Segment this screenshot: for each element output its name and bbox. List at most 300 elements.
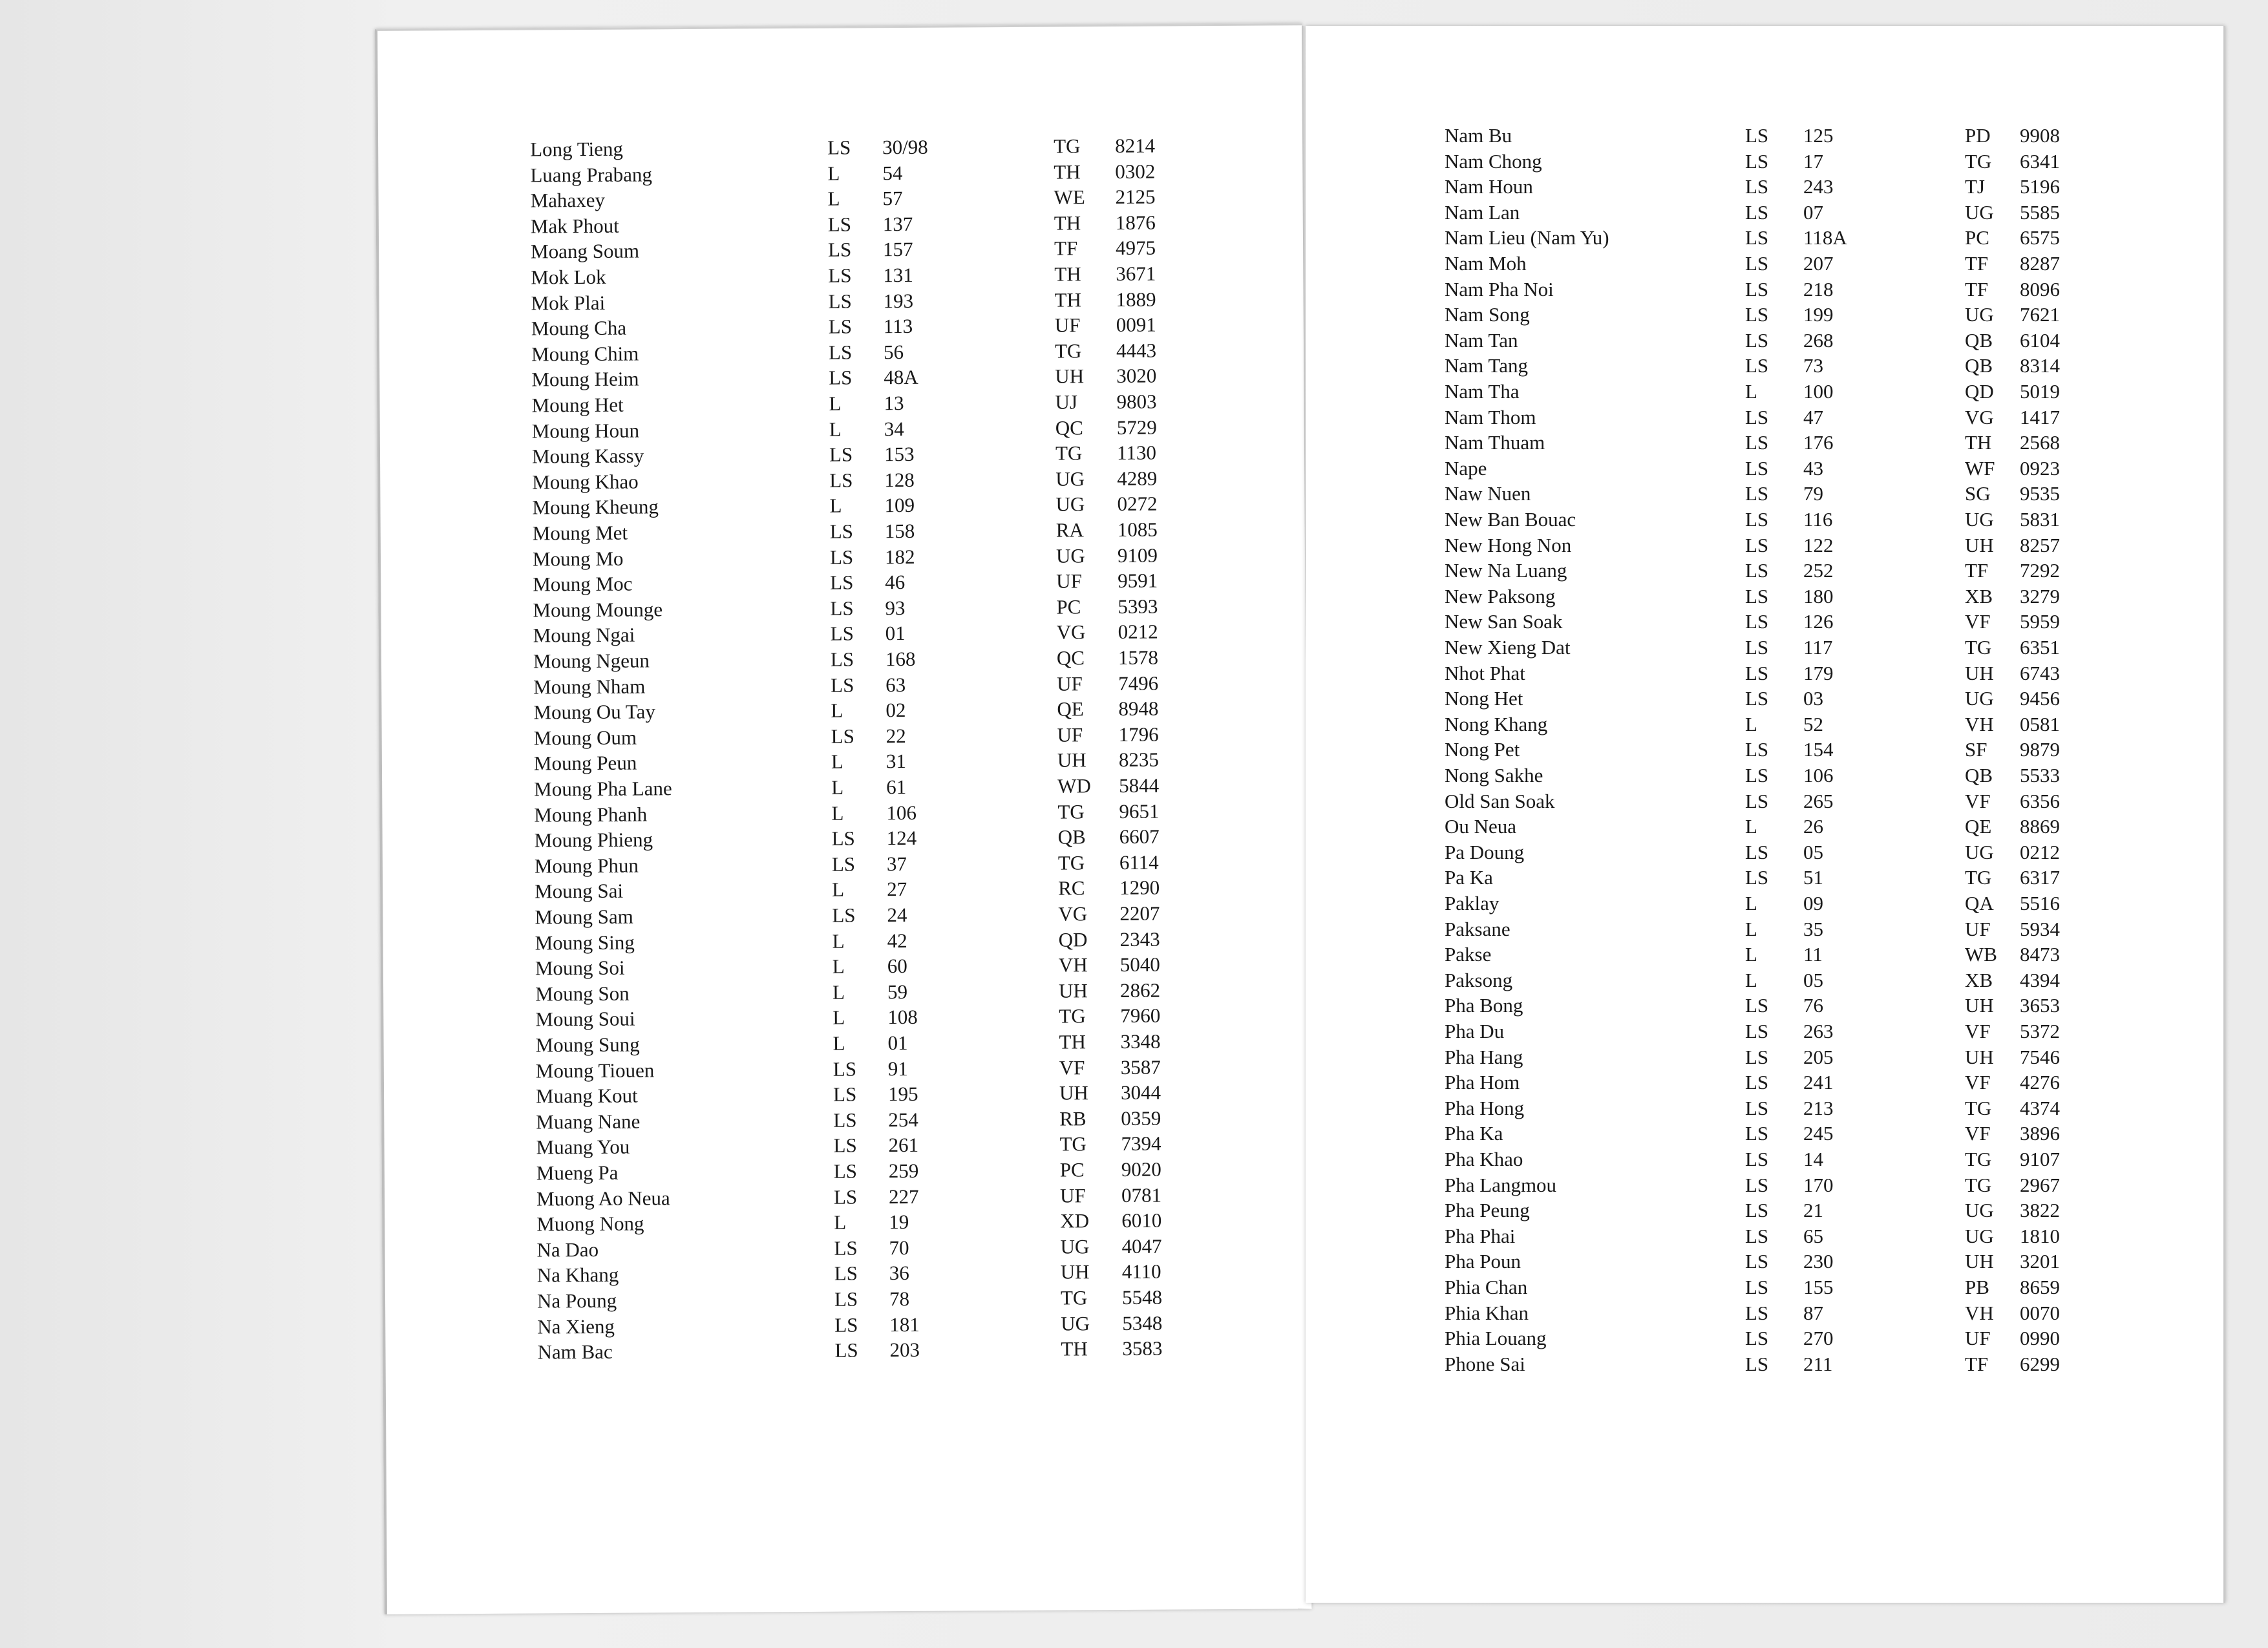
grid-coordinate: 4289 bbox=[1117, 467, 1158, 490]
grid-coordinate: 8235 bbox=[1118, 748, 1160, 772]
table-row bbox=[1306, 840, 2223, 865]
place-name: Moung Houn bbox=[531, 419, 640, 443]
grid-coordinate: 6299 bbox=[2020, 1352, 2060, 1375]
grid-zone: QB bbox=[1965, 354, 1993, 377]
grid-zone: TF bbox=[1965, 277, 1989, 301]
table-row bbox=[1306, 1019, 2223, 1044]
grid-coordinate: 0923 bbox=[2020, 456, 2060, 480]
table-row bbox=[1306, 686, 2223, 712]
grid-coordinate: 0212 bbox=[1118, 620, 1158, 644]
site-number: 91 bbox=[887, 1057, 908, 1080]
site-type: LS bbox=[1745, 508, 1769, 531]
grid-coordinate: 3279 bbox=[2020, 584, 2060, 607]
grid-zone: QB bbox=[1057, 825, 1086, 849]
site-number: 36 bbox=[889, 1262, 909, 1285]
grid-coordinate: 9109 bbox=[1117, 544, 1158, 567]
site-type: LS bbox=[1745, 1276, 1769, 1298]
grid-zone: TG bbox=[1965, 636, 1992, 659]
site-type: LS bbox=[1745, 1250, 1769, 1273]
table-row bbox=[1306, 558, 2223, 584]
grid-zone: TG bbox=[1965, 866, 1992, 889]
grid-zone: TF bbox=[1965, 1352, 1989, 1375]
grid-zone: SG bbox=[1965, 482, 1991, 505]
site-number: 26 bbox=[1803, 815, 1823, 838]
site-type: LS bbox=[832, 903, 856, 927]
site-number: 51 bbox=[1803, 866, 1823, 889]
site-number: 176 bbox=[1803, 431, 1834, 454]
table-row bbox=[1306, 533, 2223, 558]
grid-zone: TG bbox=[1965, 149, 1992, 173]
grid-zone: TG bbox=[1060, 1286, 1088, 1309]
grid-zone: UF bbox=[1059, 1183, 1086, 1207]
site-number: 01 bbox=[887, 1031, 908, 1055]
site-type: L bbox=[831, 776, 844, 799]
table-row bbox=[1306, 942, 2223, 967]
site-type: LS bbox=[834, 1313, 858, 1336]
grid-coordinate: 7546 bbox=[2020, 1045, 2060, 1068]
grid-zone: TG bbox=[1059, 1132, 1086, 1156]
grid-zone: QB bbox=[1965, 328, 1993, 352]
grid-coordinate: 7621 bbox=[2020, 303, 2060, 326]
site-number: 87 bbox=[1803, 1301, 1823, 1324]
table-row bbox=[1306, 302, 2223, 328]
table-row bbox=[1306, 814, 2223, 840]
site-number: 207 bbox=[1803, 252, 1834, 275]
grid-zone: TH bbox=[1061, 1337, 1088, 1360]
site-number: 54 bbox=[882, 161, 903, 184]
site-number: 118A bbox=[1803, 226, 1847, 249]
grid-coordinate: 5831 bbox=[2020, 508, 2060, 531]
site-number: 76 bbox=[1803, 994, 1823, 1017]
place-name: Moung Mo bbox=[532, 547, 624, 571]
site-number: 05 bbox=[1803, 840, 1823, 863]
site-number: 13 bbox=[884, 392, 904, 415]
grid-zone: TG bbox=[1055, 441, 1083, 465]
grid-coordinate: 9591 bbox=[1118, 569, 1158, 593]
site-type: LS bbox=[833, 1134, 857, 1157]
site-type: LS bbox=[1745, 1045, 1769, 1068]
site-type: LS bbox=[830, 597, 854, 620]
place-name: Mok Plai bbox=[531, 291, 606, 315]
place-name: Moung Het bbox=[531, 393, 624, 417]
site-number: 128 bbox=[884, 468, 915, 491]
site-number: 93 bbox=[885, 596, 906, 619]
grid-coordinate: 8214 bbox=[1115, 134, 1156, 158]
grid-coordinate: 4394 bbox=[2020, 968, 2060, 991]
grid-zone: QE bbox=[1057, 697, 1084, 721]
place-name: Luang Prabang bbox=[530, 162, 653, 187]
grid-zone: VH bbox=[1965, 1301, 1994, 1324]
site-type: LS bbox=[828, 315, 853, 338]
site-number: 78 bbox=[889, 1287, 910, 1311]
place-name: Muong Nong bbox=[536, 1212, 644, 1236]
grid-zone: TH bbox=[1054, 288, 1082, 312]
site-number: 79 bbox=[1803, 482, 1823, 505]
table-row bbox=[1306, 788, 2223, 814]
place-name: Moung Khao bbox=[532, 470, 639, 494]
grid-zone: TH bbox=[1054, 262, 1081, 286]
grid-zone: UG bbox=[1965, 840, 1994, 863]
place-name: Pha Ka bbox=[1445, 1122, 1503, 1145]
grid-zone: UG bbox=[1055, 492, 1085, 516]
grid-zone: VF bbox=[1059, 1055, 1085, 1079]
table-row bbox=[1306, 1198, 2223, 1223]
site-type: L bbox=[829, 392, 842, 415]
site-number: 181 bbox=[889, 1313, 920, 1336]
grid-zone: TF bbox=[1054, 237, 1078, 260]
grid-coordinate: 0302 bbox=[1115, 160, 1156, 183]
site-number: 254 bbox=[888, 1108, 918, 1131]
place-name: Pha Du bbox=[1445, 1020, 1505, 1042]
grid-coordinate: 2343 bbox=[1119, 927, 1160, 951]
grid-zone: UF bbox=[1056, 569, 1082, 593]
table-row bbox=[1306, 328, 2223, 354]
place-name: Muang Nane bbox=[536, 1110, 641, 1134]
site-number: 182 bbox=[884, 545, 915, 568]
site-number: 180 bbox=[1803, 584, 1834, 607]
table-row bbox=[1306, 430, 2223, 456]
site-type: LS bbox=[828, 341, 853, 364]
table-row bbox=[385, 1335, 1309, 1366]
place-name: Phone Sai bbox=[1445, 1352, 1525, 1375]
site-type: L bbox=[832, 929, 845, 953]
grid-coordinate: 6341 bbox=[2020, 149, 2060, 173]
site-type: L bbox=[1745, 380, 1757, 403]
grid-zone: TG bbox=[1965, 1148, 1992, 1170]
site-number: 47 bbox=[1803, 405, 1823, 428]
grid-coordinate: 2862 bbox=[1119, 978, 1161, 1002]
site-number: 108 bbox=[887, 1006, 918, 1029]
site-type: LS bbox=[834, 1287, 858, 1311]
place-name: New Na Luang bbox=[1445, 559, 1567, 582]
grid-coordinate: 5729 bbox=[1116, 416, 1157, 439]
site-type: LS bbox=[1745, 482, 1769, 505]
grid-zone: PC bbox=[1056, 595, 1081, 618]
place-name: Nam Tha bbox=[1445, 380, 1520, 403]
place-name: Nong Sakhe bbox=[1445, 764, 1543, 787]
table-row bbox=[1306, 200, 2223, 226]
site-type: LS bbox=[1745, 1301, 1769, 1324]
site-type: LS bbox=[830, 648, 854, 671]
grid-coordinate: 6607 bbox=[1119, 825, 1160, 849]
place-name: Moung Soui bbox=[535, 1007, 635, 1031]
site-type: L bbox=[1745, 892, 1757, 914]
place-name: New San Soak bbox=[1445, 610, 1563, 633]
site-number: 100 bbox=[1803, 380, 1834, 403]
place-name: New Paksong bbox=[1445, 584, 1556, 607]
grid-coordinate: 1130 bbox=[1116, 441, 1156, 465]
grid-coordinate: 4047 bbox=[1121, 1234, 1162, 1258]
grid-zone: VF bbox=[1965, 1071, 1991, 1094]
site-number: 205 bbox=[1803, 1045, 1834, 1068]
place-name: Nam Song bbox=[1445, 303, 1530, 326]
grid-coordinate: 2967 bbox=[2020, 1173, 2060, 1196]
grid-coordinate: 3044 bbox=[1120, 1081, 1161, 1104]
grid-coordinate: 9456 bbox=[2020, 687, 2060, 710]
site-number: 27 bbox=[887, 878, 907, 901]
grid-coordinate: 6104 bbox=[2020, 328, 2060, 352]
site-type: LS bbox=[1745, 1020, 1769, 1042]
grid-coordinate: 0581 bbox=[2020, 712, 2060, 735]
site-number: 109 bbox=[884, 494, 915, 517]
site-number: 268 bbox=[1803, 328, 1834, 352]
grid-coordinate: 1796 bbox=[1118, 723, 1159, 746]
site-type: LS bbox=[829, 469, 853, 492]
grid-zone: TH bbox=[1965, 431, 1992, 454]
site-type: L bbox=[1745, 943, 1757, 966]
grid-zone: UJ bbox=[1055, 390, 1078, 414]
grid-zone: VF bbox=[1965, 610, 1991, 633]
site-number: 05 bbox=[1803, 968, 1823, 991]
grid-coordinate: 1578 bbox=[1118, 646, 1159, 669]
place-name: Moung Peun bbox=[533, 751, 637, 775]
grid-zone: UF bbox=[1057, 723, 1083, 746]
place-name: Na Xieng bbox=[537, 1315, 615, 1338]
place-name: Nam Bac bbox=[537, 1340, 613, 1364]
site-type: LS bbox=[833, 1159, 858, 1183]
grid-zone: UH bbox=[1965, 661, 1994, 684]
grid-coordinate: 5844 bbox=[1119, 774, 1160, 797]
grid-coordinate: 9908 bbox=[2020, 124, 2060, 147]
site-type: LS bbox=[1745, 226, 1769, 249]
left-page bbox=[375, 23, 1311, 1614]
right-page bbox=[1306, 26, 2225, 1603]
site-type: LS bbox=[834, 1338, 858, 1362]
place-name: Moung Phanh bbox=[534, 803, 648, 827]
site-type: LS bbox=[1745, 559, 1769, 582]
site-type: LS bbox=[1745, 252, 1769, 275]
site-number: 122 bbox=[1803, 533, 1834, 556]
grid-coordinate: 7394 bbox=[1121, 1132, 1161, 1156]
site-type: LS bbox=[1745, 789, 1769, 812]
grid-zone: XB bbox=[1965, 968, 1993, 991]
grid-coordinate: 1085 bbox=[1117, 518, 1158, 541]
site-type: LS bbox=[1745, 661, 1769, 684]
place-name: Pha Bong bbox=[1445, 994, 1523, 1017]
site-type: LS bbox=[833, 1108, 857, 1132]
grid-zone: WF bbox=[1965, 456, 1995, 480]
place-name: Na Poung bbox=[536, 1289, 617, 1313]
place-name: Muong Ao Neua bbox=[536, 1186, 670, 1210]
grid-coordinate: 9535 bbox=[2020, 482, 2060, 505]
site-type: LS bbox=[1745, 1352, 1769, 1375]
grid-zone: VH bbox=[1965, 712, 1994, 735]
site-type: L bbox=[829, 417, 842, 441]
site-type: LS bbox=[1745, 124, 1769, 147]
grid-zone: TG bbox=[1057, 799, 1085, 823]
grid-zone: WD bbox=[1057, 774, 1091, 798]
site-type: L bbox=[827, 162, 840, 185]
site-number: 243 bbox=[1803, 175, 1834, 198]
grid-zone: VG bbox=[1056, 620, 1086, 644]
site-number: 117 bbox=[1803, 636, 1833, 659]
grid-coordinate: 5959 bbox=[2020, 610, 2060, 633]
grid-coordinate: 9020 bbox=[1121, 1157, 1161, 1181]
site-type: LS bbox=[1745, 405, 1769, 428]
grid-coordinate: 7960 bbox=[1120, 1004, 1161, 1028]
site-type: LS bbox=[828, 264, 852, 287]
table-row bbox=[1306, 763, 2223, 788]
grid-zone: QA bbox=[1965, 892, 1994, 914]
place-name: Moung Chim bbox=[531, 342, 639, 366]
grid-zone: UF bbox=[1965, 1327, 1991, 1350]
site-number: 106 bbox=[1803, 764, 1834, 787]
place-name: Paksane bbox=[1445, 917, 1510, 940]
grid-zone: UF bbox=[1054, 313, 1081, 337]
table-row bbox=[1306, 1300, 2223, 1326]
site-type: LS bbox=[831, 724, 854, 748]
table-row bbox=[1306, 174, 2223, 200]
site-type: L bbox=[832, 1031, 845, 1055]
grid-coordinate: 4975 bbox=[1115, 237, 1156, 260]
grid-coordinate: 1810 bbox=[2020, 1224, 2060, 1247]
site-type: L bbox=[832, 980, 845, 1004]
place-name: Nam Thuam bbox=[1445, 431, 1545, 454]
grid-zone: UH bbox=[1059, 979, 1088, 1002]
grid-coordinate: 0990 bbox=[2020, 1327, 2060, 1350]
grid-zone: TH bbox=[1054, 211, 1081, 235]
site-type: LS bbox=[1745, 533, 1769, 556]
site-type: LS bbox=[834, 1262, 858, 1285]
place-name: Muang You bbox=[536, 1136, 630, 1159]
grid-zone: QB bbox=[1965, 764, 1993, 787]
grid-zone: UH bbox=[1060, 1260, 1090, 1284]
table-row bbox=[1306, 1249, 2223, 1274]
site-number: 106 bbox=[886, 801, 917, 824]
site-number: 57 bbox=[882, 187, 903, 210]
grid-coordinate: 9107 bbox=[2020, 1148, 2060, 1170]
table-row bbox=[1306, 251, 2223, 277]
grid-zone: UG bbox=[1061, 1311, 1090, 1335]
site-number: 154 bbox=[1803, 738, 1834, 761]
place-name: Paksong bbox=[1445, 968, 1513, 991]
place-name: Pha Poun bbox=[1445, 1250, 1521, 1273]
site-number: 46 bbox=[885, 571, 906, 594]
site-number: 65 bbox=[1803, 1224, 1823, 1247]
site-number: 07 bbox=[1803, 200, 1823, 224]
site-number: 14 bbox=[1803, 1148, 1823, 1170]
place-name: Phia Khan bbox=[1445, 1301, 1529, 1324]
site-number: 218 bbox=[1803, 277, 1834, 301]
site-type: LS bbox=[829, 366, 853, 390]
place-name: Pha Khao bbox=[1445, 1148, 1523, 1170]
grid-zone: VF bbox=[1965, 1122, 1991, 1145]
site-number: 24 bbox=[887, 903, 907, 927]
site-number: 59 bbox=[887, 980, 908, 1003]
grid-coordinate: 6743 bbox=[2020, 661, 2060, 684]
site-number: 125 bbox=[1803, 124, 1834, 147]
site-type: LS bbox=[1745, 1199, 1769, 1222]
grid-coordinate: 5516 bbox=[2020, 892, 2060, 914]
grid-coordinate: 6010 bbox=[1121, 1209, 1162, 1232]
site-number: 17 bbox=[1803, 149, 1823, 173]
place-name: Moung Pha Lane bbox=[534, 777, 672, 801]
site-number: 56 bbox=[883, 340, 904, 363]
grid-zone: WB bbox=[1965, 943, 1997, 966]
grid-coordinate: 0212 bbox=[2020, 840, 2060, 863]
site-number: 158 bbox=[884, 519, 915, 543]
grid-zone: TG bbox=[1057, 851, 1085, 874]
site-type: LS bbox=[1745, 636, 1769, 659]
table-row bbox=[1306, 1121, 2223, 1146]
site-number: 63 bbox=[885, 673, 906, 696]
grid-zone: TG bbox=[1965, 1096, 1992, 1119]
place-name: Nape bbox=[1445, 456, 1487, 480]
site-number: 35 bbox=[1803, 917, 1823, 940]
grid-zone: WE bbox=[1054, 185, 1085, 209]
place-name: New Hong Non bbox=[1445, 533, 1572, 556]
place-name: New Ban Bouac bbox=[1445, 508, 1576, 531]
site-type: LS bbox=[1745, 840, 1769, 863]
table-row bbox=[1306, 712, 2223, 737]
site-type: LS bbox=[831, 673, 854, 697]
grid-zone: XD bbox=[1060, 1209, 1090, 1232]
site-type: L bbox=[832, 1006, 845, 1030]
place-name: Phia Louang bbox=[1445, 1327, 1547, 1350]
grid-coordinate: 4374 bbox=[2020, 1096, 2060, 1119]
place-name: Moung Sam bbox=[535, 905, 633, 929]
grid-zone: RB bbox=[1059, 1107, 1086, 1130]
grid-zone: VF bbox=[1965, 789, 1991, 812]
place-name: Mok Lok bbox=[531, 265, 606, 289]
grid-coordinate: 8869 bbox=[2020, 815, 2060, 838]
place-name: Nam Lan bbox=[1445, 200, 1520, 224]
table-row bbox=[1306, 1223, 2223, 1249]
site-type: LS bbox=[1745, 1096, 1769, 1119]
grid-coordinate: 3201 bbox=[2020, 1250, 2060, 1273]
site-type: LS bbox=[831, 852, 856, 876]
grid-coordinate: 3583 bbox=[1122, 1336, 1163, 1360]
site-number: 193 bbox=[883, 289, 914, 312]
grid-zone: UH bbox=[1965, 533, 1994, 556]
place-name: Nong Het bbox=[1445, 687, 1523, 710]
site-number: 03 bbox=[1803, 687, 1823, 710]
site-number: 02 bbox=[885, 699, 906, 722]
grid-zone: VH bbox=[1058, 953, 1088, 977]
site-type: L bbox=[831, 801, 844, 825]
grid-zone: UF bbox=[1057, 671, 1083, 695]
grid-zone: PD bbox=[1965, 124, 1991, 147]
grid-coordinate: 3671 bbox=[1116, 262, 1156, 286]
place-name: Nam Lieu (Nam Yu) bbox=[1445, 226, 1609, 249]
site-number: 155 bbox=[1803, 1276, 1834, 1298]
place-name: Moung Soi bbox=[535, 956, 625, 980]
place-name: Moung Ngeun bbox=[533, 649, 650, 673]
grid-zone: RA bbox=[1055, 518, 1084, 542]
grid-zone: QD bbox=[1058, 927, 1088, 951]
grid-coordinate: 7292 bbox=[2020, 559, 2060, 582]
table-row bbox=[1306, 225, 2223, 251]
site-type: LS bbox=[1745, 764, 1769, 787]
grid-zone: UG bbox=[1060, 1235, 1090, 1258]
site-number: 230 bbox=[1803, 1250, 1834, 1273]
grid-coordinate: 6114 bbox=[1119, 850, 1159, 874]
grid-coordinate: 8287 bbox=[2020, 252, 2060, 275]
grid-coordinate: 2207 bbox=[1119, 902, 1160, 925]
grid-zone: XB bbox=[1965, 584, 1993, 607]
site-type: L bbox=[827, 187, 840, 210]
place-name: Nam Pha Noi bbox=[1445, 277, 1554, 301]
site-type: LS bbox=[832, 1083, 857, 1106]
table-row bbox=[1306, 1351, 2223, 1377]
grid-zone: UH bbox=[1965, 1250, 1994, 1273]
table-row bbox=[1306, 865, 2223, 891]
grid-zone: UG bbox=[1965, 687, 1994, 710]
place-name: Moung Oum bbox=[533, 726, 637, 750]
place-name: Moung Sai bbox=[535, 880, 624, 903]
site-type: LS bbox=[834, 1236, 858, 1260]
grid-coordinate: 0272 bbox=[1117, 492, 1158, 516]
